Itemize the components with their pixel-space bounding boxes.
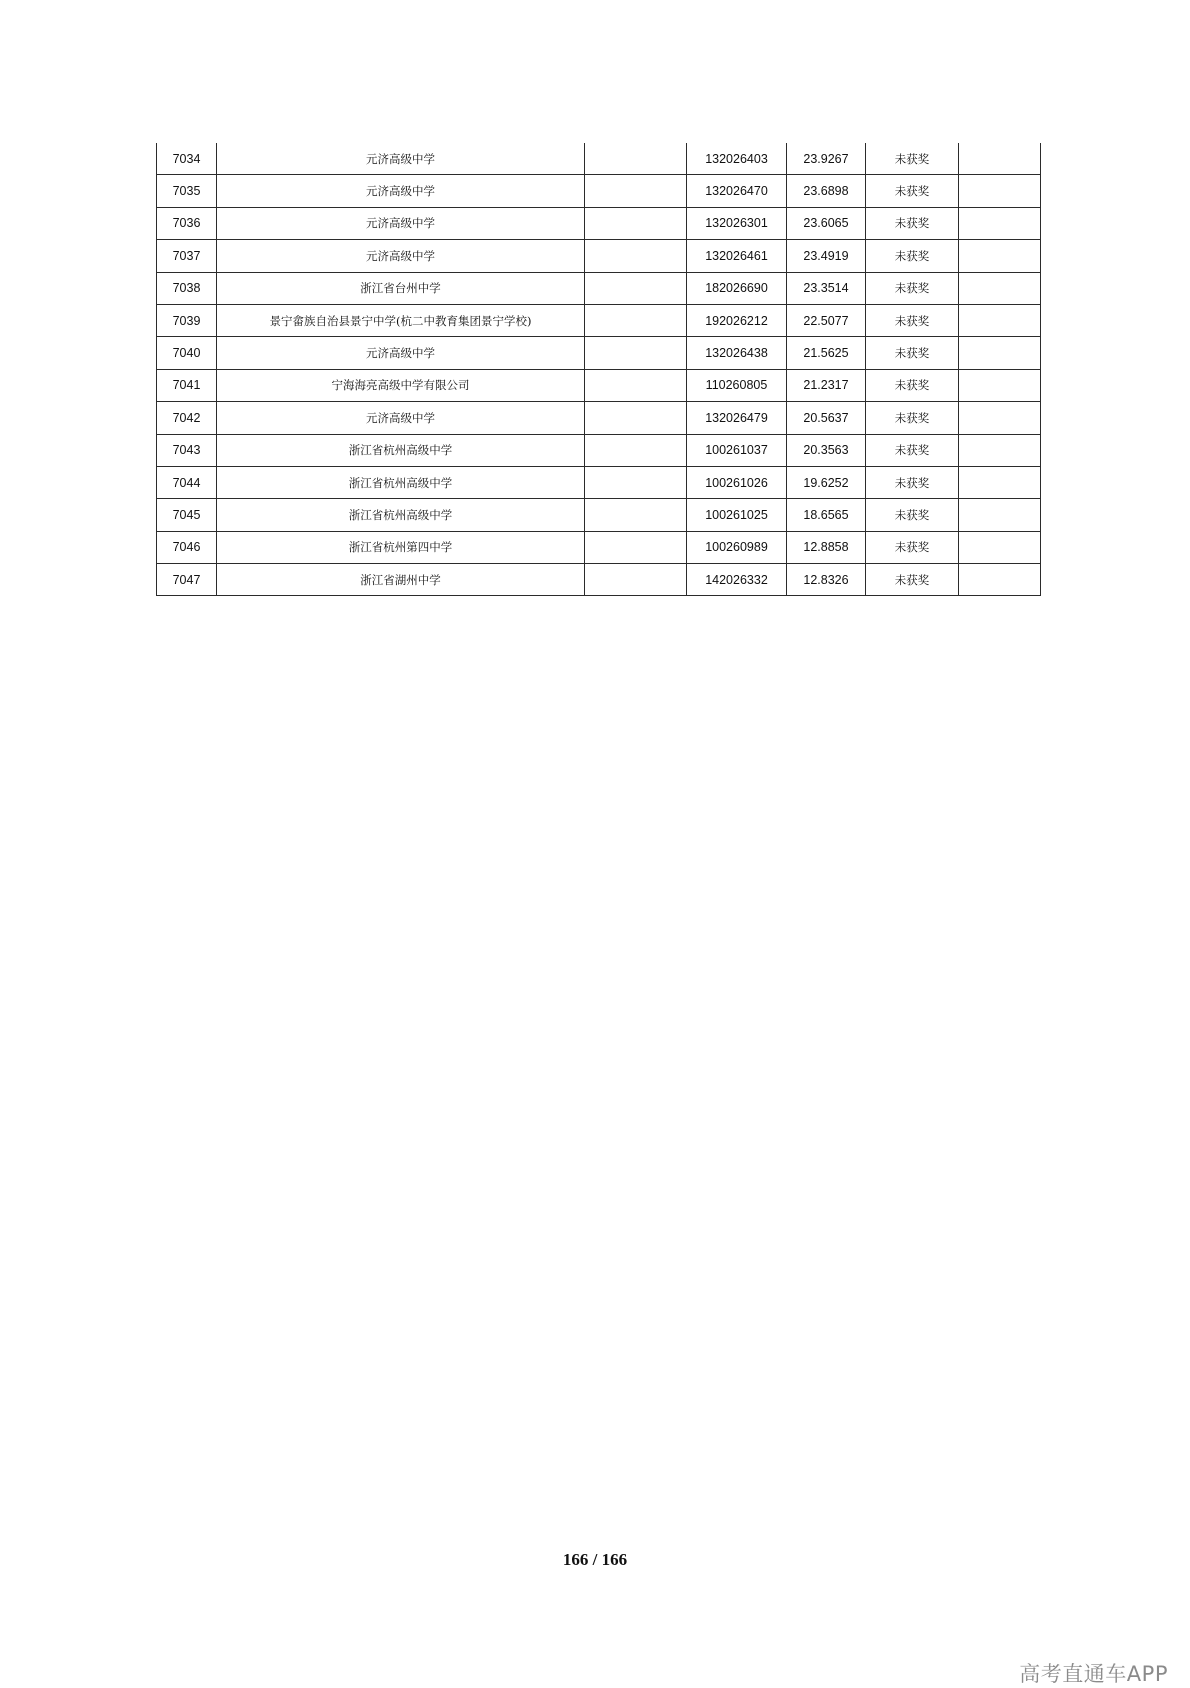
score-cell: 20.5637 — [787, 402, 866, 434]
id-cell: 132026403 — [687, 143, 787, 175]
extra-cell — [959, 304, 1041, 336]
school-cell: 景宁畲族自治县景宁中学(杭二中教育集团景宁学校) — [217, 304, 585, 336]
rank-cell: 7047 — [157, 564, 217, 596]
note-cell — [585, 240, 687, 272]
score-cell: 21.2317 — [787, 369, 866, 401]
table-row — [157, 434, 1041, 466]
page-number: 166 / 166 — [562, 1550, 628, 1569]
table-row — [157, 499, 1041, 531]
score-cell: 22.5077 — [787, 304, 866, 336]
table-row — [157, 304, 1041, 336]
extra-cell — [959, 466, 1041, 498]
score-cell: 12.8326 — [787, 564, 866, 596]
extra-cell — [959, 207, 1041, 239]
score-cell: 21.5625 — [787, 337, 866, 369]
table-row — [157, 466, 1041, 498]
award-cell: 未获奖 — [866, 175, 959, 207]
award-cell: 未获奖 — [866, 240, 959, 272]
note-cell — [585, 531, 687, 563]
school-cell: 元济高级中学 — [217, 175, 585, 207]
note-cell — [585, 272, 687, 304]
table-row — [157, 564, 1041, 596]
school-cell: 元济高级中学 — [217, 143, 585, 175]
table-row — [157, 143, 1041, 175]
extra-cell — [959, 564, 1041, 596]
extra-cell — [959, 369, 1041, 401]
rank-cell: 7041 — [157, 369, 217, 401]
id-cell: 192026212 — [687, 304, 787, 336]
award-cell: 未获奖 — [866, 304, 959, 336]
id-cell: 100261025 — [687, 499, 787, 531]
note-cell — [585, 369, 687, 401]
school-cell: 浙江省杭州高级中学 — [217, 434, 585, 466]
table-row — [157, 240, 1041, 272]
school-cell: 浙江省台州中学 — [217, 272, 585, 304]
score-cell: 20.3563 — [787, 434, 866, 466]
award-cell: 未获奖 — [866, 207, 959, 239]
note-cell — [585, 466, 687, 498]
award-cell: 未获奖 — [866, 564, 959, 596]
rank-cell: 7046 — [157, 531, 217, 563]
rank-cell: 7042 — [157, 402, 217, 434]
watermark-logo-text: 高考直通车APP — [1019, 1662, 1168, 1686]
extra-cell — [959, 143, 1041, 175]
award-cell: 未获奖 — [866, 434, 959, 466]
table-row — [157, 207, 1041, 239]
id-cell: 110260805 — [687, 369, 787, 401]
school-cell: 浙江省杭州第四中学 — [217, 531, 585, 563]
school-cell: 浙江省湖州中学 — [217, 564, 585, 596]
rank-cell: 7044 — [157, 466, 217, 498]
award-cell: 未获奖 — [866, 272, 959, 304]
note-cell — [585, 337, 687, 369]
score-cell: 23.3514 — [787, 272, 866, 304]
id-cell: 132026479 — [687, 402, 787, 434]
table-row — [157, 369, 1041, 401]
rank-cell: 7036 — [157, 207, 217, 239]
note-cell — [585, 499, 687, 531]
note-cell — [585, 564, 687, 596]
school-cell: 宁海海亮高级中学有限公司 — [217, 369, 585, 401]
rank-cell: 7037 — [157, 240, 217, 272]
award-cell: 未获奖 — [866, 402, 959, 434]
table-row — [157, 272, 1041, 304]
id-cell: 100261026 — [687, 466, 787, 498]
extra-cell — [959, 337, 1041, 369]
school-cell: 元济高级中学 — [217, 337, 585, 369]
extra-cell — [959, 175, 1041, 207]
school-cell: 浙江省杭州高级中学 — [217, 466, 585, 498]
results-table — [156, 143, 1041, 596]
id-cell: 100260989 — [687, 531, 787, 563]
award-cell: 未获奖 — [866, 531, 959, 563]
school-cell: 元济高级中学 — [217, 240, 585, 272]
award-cell: 未获奖 — [866, 143, 959, 175]
extra-cell — [959, 240, 1041, 272]
note-cell — [585, 434, 687, 466]
rank-cell: 7034 — [157, 143, 217, 175]
extra-cell — [959, 402, 1041, 434]
extra-cell — [959, 272, 1041, 304]
rank-cell: 7038 — [157, 272, 217, 304]
school-cell: 元济高级中学 — [217, 402, 585, 434]
score-cell: 12.8858 — [787, 531, 866, 563]
note-cell — [585, 175, 687, 207]
note-cell — [585, 207, 687, 239]
extra-cell — [959, 531, 1041, 563]
id-cell: 142026332 — [687, 564, 787, 596]
note-cell — [585, 402, 687, 434]
note-cell — [585, 143, 687, 175]
score-cell: 23.6898 — [787, 175, 866, 207]
id-cell: 182026690 — [687, 272, 787, 304]
school-cell: 浙江省杭州高级中学 — [217, 499, 585, 531]
school-cell: 元济高级中学 — [217, 207, 585, 239]
rank-cell: 7045 — [157, 499, 217, 531]
id-cell: 132026470 — [687, 175, 787, 207]
score-cell: 23.6065 — [787, 207, 866, 239]
score-cell: 18.6565 — [787, 499, 866, 531]
table-row — [157, 175, 1041, 207]
id-cell: 132026301 — [687, 207, 787, 239]
table-row — [157, 337, 1041, 369]
table-body — [157, 143, 1041, 596]
extra-cell — [959, 499, 1041, 531]
id-cell: 132026438 — [687, 337, 787, 369]
note-cell — [585, 304, 687, 336]
id-cell: 132026461 — [687, 240, 787, 272]
score-cell: 19.6252 — [787, 466, 866, 498]
rank-cell: 7039 — [157, 304, 217, 336]
table-row — [157, 531, 1041, 563]
rank-cell: 7040 — [157, 337, 217, 369]
award-cell: 未获奖 — [866, 499, 959, 531]
score-cell: 23.4919 — [787, 240, 866, 272]
rank-cell: 7035 — [157, 175, 217, 207]
score-cell: 23.9267 — [787, 143, 866, 175]
table-row — [157, 402, 1041, 434]
award-cell: 未获奖 — [866, 337, 959, 369]
id-cell: 100261037 — [687, 434, 787, 466]
rank-cell: 7043 — [157, 434, 217, 466]
extra-cell — [959, 434, 1041, 466]
award-cell: 未获奖 — [866, 466, 959, 498]
award-cell: 未获奖 — [866, 369, 959, 401]
